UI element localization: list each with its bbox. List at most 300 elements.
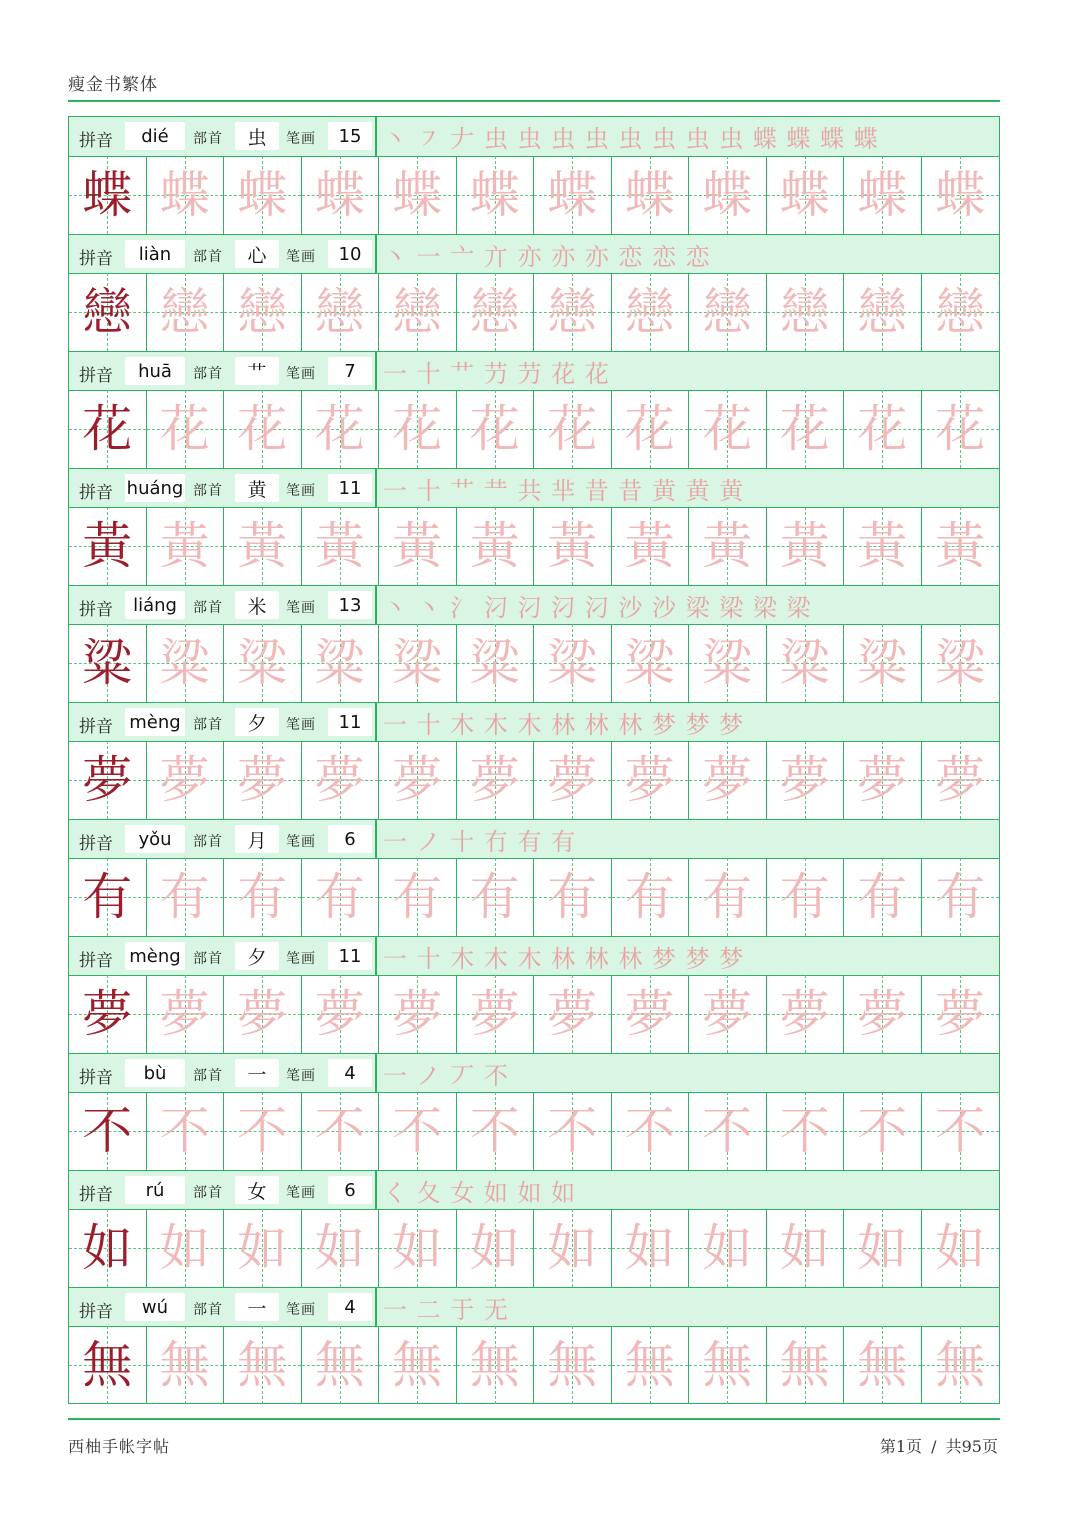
trace-char-cell[interactable] [302, 156, 380, 234]
trace-char-cell[interactable] [147, 1092, 225, 1170]
stroke-order: 丶 丶 氵 汈 汈 汈 汈 沙 沙 梁 梁 梁 梁 [383, 594, 812, 622]
trace-char-cell[interactable] [302, 1092, 380, 1170]
trace-char-cell[interactable] [922, 507, 1000, 585]
trace-char-cell[interactable] [224, 390, 302, 468]
trace-char-cell[interactable] [922, 975, 1000, 1053]
trace-char-cell[interactable] [844, 507, 922, 585]
trace-char-cell[interactable] [922, 1326, 1000, 1404]
stroke-order: 一 十 艹 芀 芀 花 花 [383, 360, 610, 388]
model-char-cell [69, 975, 147, 1053]
trace-glyph: 夢 [547, 751, 598, 809]
trace-char-cell[interactable] [922, 624, 1000, 702]
trace-char-cell[interactable] [689, 624, 767, 702]
trace-char-cell[interactable] [379, 1092, 457, 1170]
trace-char-cell[interactable] [457, 1326, 535, 1404]
trace-glyph: 夢 [779, 751, 830, 809]
trace-char-cell[interactable] [689, 156, 767, 234]
radical-value: 艹 [235, 357, 279, 385]
trace-glyph: 無 [702, 1336, 753, 1394]
trace-glyph: 花 [779, 400, 830, 458]
pinyin-label: 拼音 [79, 131, 113, 151]
trace-glyph: 蝶 [314, 166, 365, 224]
trace-char-cell[interactable] [147, 741, 225, 819]
stroke-count: 15 [328, 122, 372, 150]
trace-char-cell[interactable] [147, 1326, 225, 1404]
model-glyph: 夢 [82, 985, 133, 1043]
trace-glyph: 蝶 [857, 166, 908, 224]
trace-char-cell[interactable] [922, 1092, 1000, 1170]
trace-char-cell[interactable] [922, 1209, 1000, 1287]
trace-char-cell[interactable] [534, 1326, 612, 1404]
trace-glyph: 蝶 [702, 166, 753, 224]
trace-char-cell[interactable] [922, 741, 1000, 819]
trace-char-cell[interactable] [767, 156, 845, 234]
trace-char-cell[interactable] [534, 858, 612, 936]
trace-glyph: 無 [392, 1336, 443, 1394]
trace-char-cell[interactable] [379, 741, 457, 819]
trace-glyph: 花 [314, 400, 365, 458]
trace-glyph: 戀 [159, 283, 210, 341]
brand-name: 西柚手帐字帖 [68, 1437, 171, 1456]
trace-glyph: 有 [624, 868, 675, 926]
model-glyph: 有 [82, 868, 133, 926]
trace-glyph: 夢 [624, 985, 675, 1043]
trace-char-cell[interactable] [612, 1092, 690, 1170]
info-fields [69, 586, 377, 624]
pinyin-label: 拼音 [79, 366, 113, 386]
trace-char-cell[interactable] [612, 624, 690, 702]
stroke-count: 11 [328, 474, 372, 502]
trace-char-cell[interactable] [224, 1326, 302, 1404]
trace-char-cell[interactable] [612, 741, 690, 819]
trace-glyph: 黃 [314, 517, 365, 575]
trace-char-cell[interactable] [379, 975, 457, 1053]
trace-char-cell[interactable] [147, 507, 225, 585]
radical-value: 一 [235, 1059, 279, 1087]
trace-glyph: 黃 [935, 517, 986, 575]
trace-glyph: 無 [237, 1336, 288, 1394]
trace-glyph: 粱 [624, 634, 675, 692]
trace-glyph: 戀 [857, 283, 908, 341]
trace-glyph: 有 [392, 868, 443, 926]
trace-glyph: 有 [779, 868, 830, 926]
trace-char-cell[interactable] [379, 624, 457, 702]
trace-char-cell[interactable] [922, 858, 1000, 936]
trace-char-cell[interactable] [379, 1209, 457, 1287]
trace-char-cell[interactable] [767, 390, 845, 468]
trace-char-cell[interactable] [689, 273, 767, 351]
trace-char-cell[interactable] [457, 156, 535, 234]
trace-char-cell[interactable] [534, 1092, 612, 1170]
trace-char-cell[interactable] [689, 1092, 767, 1170]
trace-char-cell[interactable] [457, 390, 535, 468]
trace-char-cell[interactable] [767, 858, 845, 936]
char-info-row [69, 936, 999, 976]
pinyin-value: bù [125, 1059, 185, 1087]
radical-value: 月 [235, 825, 279, 853]
char-info-row [69, 234, 999, 274]
trace-char-cell[interactable] [302, 858, 380, 936]
trace-glyph: 無 [857, 1336, 908, 1394]
strokes-label: 笔画 [286, 366, 316, 382]
info-fields [69, 235, 377, 273]
stroke-count: 4 [328, 1059, 372, 1087]
trace-char-cell[interactable] [224, 273, 302, 351]
info-fields [69, 469, 377, 507]
trace-glyph: 不 [779, 1102, 830, 1160]
trace-glyph: 不 [547, 1102, 598, 1160]
practice-sheet [68, 116, 1000, 1404]
trace-char-cell[interactable] [767, 741, 845, 819]
radical-label: 部首 [193, 834, 223, 850]
char-practice-row [69, 741, 999, 819]
radical-value: 黄 [235, 474, 279, 502]
trace-char-cell[interactable] [457, 624, 535, 702]
page-title: 瘦金书繁体 [68, 75, 158, 95]
trace-glyph: 如 [237, 1219, 288, 1277]
trace-char-cell[interactable] [302, 741, 380, 819]
model-char-cell [69, 858, 147, 936]
info-fields [69, 1288, 377, 1326]
radical-label: 部首 [193, 600, 223, 616]
model-glyph: 無 [82, 1336, 133, 1394]
trace-char-cell[interactable] [844, 390, 922, 468]
trace-char-cell[interactable] [224, 624, 302, 702]
page-indicator [878, 1434, 1000, 1457]
trace-char-cell[interactable] [379, 858, 457, 936]
pinyin-label: 拼音 [79, 951, 113, 971]
pinyin-label: 拼音 [79, 1302, 113, 1322]
info-fields [69, 117, 377, 156]
pinyin-value: liàn [125, 240, 185, 268]
trace-char-cell[interactable] [224, 741, 302, 819]
trace-glyph: 不 [857, 1102, 908, 1160]
trace-char-cell[interactable] [689, 507, 767, 585]
trace-glyph: 有 [469, 868, 520, 926]
trace-glyph: 花 [624, 400, 675, 458]
trace-char-cell[interactable] [379, 507, 457, 585]
trace-glyph: 不 [624, 1102, 675, 1160]
trace-glyph: 戀 [935, 283, 986, 341]
trace-glyph: 不 [935, 1102, 986, 1160]
trace-glyph: 有 [702, 868, 753, 926]
stroke-order: 一 十 木 木 木 林 林 林 梦 梦 梦 [383, 711, 745, 739]
trace-glyph: 蝶 [779, 166, 830, 224]
trace-char-cell[interactable] [612, 156, 690, 234]
trace-char-cell[interactable] [379, 156, 457, 234]
model-char-cell [69, 507, 147, 585]
model-glyph: 不 [82, 1102, 133, 1160]
trace-glyph: 戀 [314, 283, 365, 341]
pinyin-value: mèng [125, 942, 185, 970]
trace-glyph: 夢 [935, 985, 986, 1043]
trace-char-cell[interactable] [767, 1092, 845, 1170]
trace-glyph: 粱 [469, 634, 520, 692]
char-info-row [69, 351, 999, 391]
stroke-order: 一 ノ 丆 不 [383, 1062, 509, 1090]
trace-glyph: 如 [857, 1219, 908, 1277]
trace-glyph: 如 [624, 1219, 675, 1277]
trace-glyph: 如 [314, 1219, 365, 1277]
trace-char-cell[interactable] [302, 1326, 380, 1404]
pinyin-value: huā [125, 357, 185, 385]
trace-glyph: 蝶 [392, 166, 443, 224]
trace-glyph: 戀 [392, 283, 443, 341]
strokes-label: 笔画 [286, 1302, 316, 1318]
char-info-row [69, 468, 999, 508]
radical-value: 米 [235, 591, 279, 619]
stroke-count: 7 [328, 357, 372, 385]
model-char-cell [69, 1326, 147, 1404]
trace-char-cell[interactable] [922, 273, 1000, 351]
model-glyph: 黃 [82, 517, 133, 575]
trace-char-cell[interactable] [302, 1209, 380, 1287]
trace-glyph: 粱 [392, 634, 443, 692]
pinyin-label: 拼音 [79, 249, 113, 269]
trace-char-cell[interactable] [612, 1209, 690, 1287]
trace-char-cell[interactable] [844, 975, 922, 1053]
trace-glyph: 夢 [469, 751, 520, 809]
stroke-count: 10 [328, 240, 372, 268]
trace-char-cell[interactable] [612, 507, 690, 585]
trace-char-cell[interactable] [457, 858, 535, 936]
trace-char-cell[interactable] [767, 273, 845, 351]
trace-glyph: 夢 [857, 985, 908, 1043]
trace-glyph: 有 [547, 868, 598, 926]
trace-glyph: 不 [159, 1102, 210, 1160]
trace-glyph: 無 [935, 1336, 986, 1394]
trace-char-cell[interactable] [844, 156, 922, 234]
trace-glyph: 花 [857, 400, 908, 458]
trace-char-cell[interactable] [612, 858, 690, 936]
pinyin-label: 拼音 [79, 834, 113, 854]
trace-glyph: 蝶 [547, 166, 598, 224]
trace-char-cell[interactable] [534, 741, 612, 819]
strokes-label: 笔画 [286, 717, 316, 733]
trace-char-cell[interactable] [379, 273, 457, 351]
model-glyph: 蝶 [82, 166, 133, 224]
trace-char-cell[interactable] [612, 975, 690, 1053]
strokes-label: 笔画 [286, 1185, 316, 1201]
trace-char-cell[interactable] [612, 1326, 690, 1404]
trace-glyph: 如 [159, 1219, 210, 1277]
trace-char-cell[interactable] [689, 1326, 767, 1404]
char-practice-row [69, 1209, 999, 1287]
char-practice-row [69, 1092, 999, 1170]
trace-glyph: 夢 [857, 751, 908, 809]
trace-glyph: 蝶 [624, 166, 675, 224]
trace-glyph: 如 [469, 1219, 520, 1277]
trace-char-cell[interactable] [612, 390, 690, 468]
stroke-count: 11 [328, 708, 372, 736]
stroke-count: 6 [328, 825, 372, 853]
radical-label: 部首 [193, 483, 223, 499]
trace-glyph: 夢 [159, 751, 210, 809]
trace-char-cell[interactable] [844, 273, 922, 351]
trace-glyph: 花 [935, 400, 986, 458]
trace-char-cell[interactable] [922, 156, 1000, 234]
pinyin-label: 拼音 [79, 1068, 113, 1088]
trace-char-cell[interactable] [689, 390, 767, 468]
trace-char-cell[interactable] [147, 156, 225, 234]
info-fields [69, 937, 377, 975]
trace-char-cell[interactable] [457, 1209, 535, 1287]
info-fields [69, 352, 377, 390]
trace-glyph: 夢 [702, 985, 753, 1043]
trace-glyph: 花 [469, 400, 520, 458]
trace-char-cell[interactable] [844, 741, 922, 819]
trace-glyph: 花 [547, 400, 598, 458]
strokes-label: 笔画 [286, 483, 316, 499]
current-page: 第1页 [879, 1437, 923, 1456]
trace-glyph: 夢 [237, 751, 288, 809]
trace-char-cell[interactable] [534, 273, 612, 351]
char-info-row [69, 702, 999, 742]
trace-char-cell[interactable] [534, 1209, 612, 1287]
trace-glyph: 夢 [702, 751, 753, 809]
trace-char-cell[interactable] [147, 390, 225, 468]
trace-glyph: 夢 [159, 985, 210, 1043]
char-info-row [69, 1170, 999, 1210]
trace-char-cell[interactable] [767, 1326, 845, 1404]
trace-glyph: 如 [392, 1219, 443, 1277]
trace-glyph: 不 [702, 1102, 753, 1160]
trace-glyph: 黃 [624, 517, 675, 575]
char-info-row [69, 1287, 999, 1327]
trace-char-cell[interactable] [767, 507, 845, 585]
trace-char-cell[interactable] [689, 1209, 767, 1287]
trace-char-cell[interactable] [844, 1092, 922, 1170]
strokes-label: 笔画 [286, 131, 316, 147]
trace-char-cell[interactable] [302, 975, 380, 1053]
trace-char-cell[interactable] [379, 390, 457, 468]
strokes-label: 笔画 [286, 1068, 316, 1084]
trace-char-cell[interactable] [224, 975, 302, 1053]
trace-char-cell[interactable] [534, 156, 612, 234]
trace-glyph: 夢 [392, 751, 443, 809]
page-separator: / [931, 1437, 937, 1456]
trace-char-cell[interactable] [147, 975, 225, 1053]
trace-char-cell[interactable] [534, 390, 612, 468]
trace-char-cell[interactable] [689, 975, 767, 1053]
trace-char-cell[interactable] [922, 390, 1000, 468]
trace-char-cell[interactable] [457, 741, 535, 819]
stroke-count: 13 [328, 591, 372, 619]
radical-label: 部首 [193, 366, 223, 382]
model-glyph: 粱 [82, 634, 133, 692]
trace-glyph: 蝶 [935, 166, 986, 224]
pinyin-value: huáng [125, 474, 185, 502]
strokes-label: 笔画 [286, 249, 316, 265]
trace-char-cell[interactable] [457, 975, 535, 1053]
page-header [68, 68, 1000, 102]
trace-glyph: 蝶 [469, 166, 520, 224]
trace-char-cell[interactable] [767, 975, 845, 1053]
model-char-cell [69, 156, 147, 234]
trace-char-cell[interactable] [844, 1326, 922, 1404]
trace-glyph: 不 [314, 1102, 365, 1160]
trace-glyph: 不 [469, 1102, 520, 1160]
model-glyph: 如 [82, 1219, 133, 1277]
char-practice-row [69, 390, 999, 468]
radical-value: 虫 [235, 122, 279, 150]
pinyin-label: 拼音 [79, 717, 113, 737]
model-glyph: 花 [82, 400, 133, 458]
trace-glyph: 無 [159, 1336, 210, 1394]
trace-glyph: 無 [624, 1336, 675, 1394]
trace-glyph: 黃 [469, 517, 520, 575]
trace-glyph: 如 [779, 1219, 830, 1277]
trace-char-cell[interactable] [457, 273, 535, 351]
trace-char-cell[interactable] [147, 624, 225, 702]
trace-char-cell[interactable] [147, 1209, 225, 1287]
trace-char-cell[interactable] [612, 273, 690, 351]
trace-glyph: 夢 [779, 985, 830, 1043]
trace-glyph: 粱 [237, 634, 288, 692]
trace-char-cell[interactable] [767, 1209, 845, 1287]
stroke-order: 一 ノ 十 冇 有 有 [383, 828, 577, 856]
trace-glyph: 戀 [469, 283, 520, 341]
trace-char-cell[interactable] [767, 624, 845, 702]
trace-glyph: 黃 [159, 517, 210, 575]
trace-char-cell[interactable] [689, 741, 767, 819]
radical-value: 一 [235, 1293, 279, 1321]
trace-char-cell[interactable] [379, 1326, 457, 1404]
trace-char-cell[interactable] [224, 507, 302, 585]
model-char-cell [69, 624, 147, 702]
trace-char-cell[interactable] [224, 858, 302, 936]
trace-char-cell[interactable] [534, 507, 612, 585]
trace-char-cell[interactable] [457, 1092, 535, 1170]
trace-char-cell[interactable] [302, 390, 380, 468]
stroke-order: く 夂 女 如 如 如 [383, 1179, 577, 1207]
trace-glyph: 戀 [237, 283, 288, 341]
trace-char-cell[interactable] [224, 1092, 302, 1170]
trace-char-cell[interactable] [147, 273, 225, 351]
pinyin-label: 拼音 [79, 483, 113, 503]
trace-glyph: 蝶 [159, 166, 210, 224]
trace-char-cell[interactable] [844, 1209, 922, 1287]
trace-char-cell[interactable] [844, 624, 922, 702]
trace-char-cell[interactable] [224, 156, 302, 234]
radical-value: 夕 [235, 708, 279, 736]
trace-glyph: 戀 [702, 283, 753, 341]
trace-glyph: 戀 [624, 283, 675, 341]
pinyin-value: rú [125, 1176, 185, 1204]
trace-glyph: 粱 [547, 634, 598, 692]
trace-char-cell[interactable] [147, 858, 225, 936]
trace-char-cell[interactable] [534, 975, 612, 1053]
trace-glyph: 花 [392, 400, 443, 458]
info-fields [69, 703, 377, 741]
stroke-order: 一 十 木 木 木 林 林 林 梦 梦 梦 [383, 945, 745, 973]
trace-glyph: 夢 [624, 751, 675, 809]
trace-glyph: 粱 [935, 634, 986, 692]
trace-glyph: 如 [547, 1219, 598, 1277]
trace-char-cell[interactable] [457, 507, 535, 585]
trace-char-cell[interactable] [302, 507, 380, 585]
trace-char-cell[interactable] [534, 624, 612, 702]
trace-glyph: 戀 [779, 283, 830, 341]
trace-char-cell[interactable] [224, 1209, 302, 1287]
trace-char-cell[interactable] [302, 624, 380, 702]
trace-char-cell[interactable] [844, 858, 922, 936]
model-char-cell [69, 273, 147, 351]
trace-char-cell[interactable] [302, 273, 380, 351]
trace-glyph: 粱 [857, 634, 908, 692]
char-info-row [69, 585, 999, 625]
trace-char-cell[interactable] [689, 858, 767, 936]
